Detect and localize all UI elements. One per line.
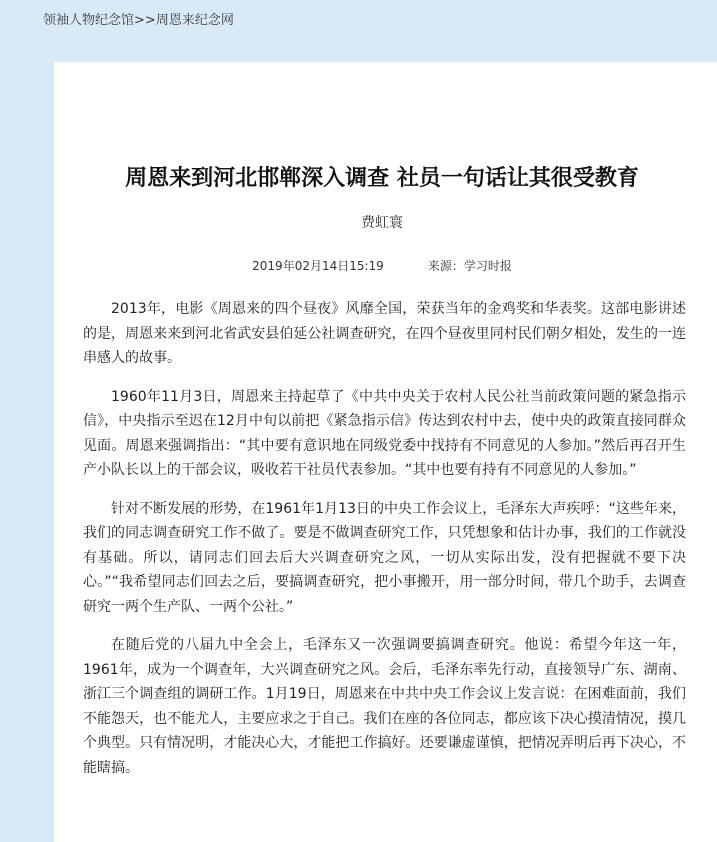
article-author: 费虹寰 xyxy=(361,215,403,231)
breadcrumb-current-link[interactable]: 周恩来纪念网 xyxy=(155,13,234,28)
breadcrumb-home-link[interactable]: 领袖人物纪念馆 xyxy=(43,13,135,28)
article-source: 来源：学习时报 xyxy=(427,259,512,273)
article-paragraph: 1960年11月3日，周恩来主持起草了《中共中央关于农村人民公社当前政策问题的紧急指示信》，中央指示至迟在12月中旬以前把《紧急指示信》传达到农村中去，使中央的政策直接同群众见面。周恩来强调指出：“其中要有意识地在同级党委中找持有不同意见的人参加。”然后再召开生产小队长以上的干部会议，吸收若干社员代表参加。“其中也要有持有不同意见的人参加。” xyxy=(83,388,686,478)
article-paragraph: 针对不断发展的形势，在1961年1月13日的中央工作会议上，毛泽东大声疾呼：“这些年来，我们的同志调查研究工作不做了。要是不做调查研究工作，只凭想象和估计办事，我们的工作就没有基础。所以，请同志们回去后大兴调查研究之风，一切从实际出发，没有把握就不要下决心。”“我希望同志们回去之后，要搞调查研究，把小事搬开，用一部分时间，带几个助手，去调查研究一两个生产队、一两个公社。” xyxy=(83,500,686,615)
article-body xyxy=(83,297,686,794)
article-paragraph: 在随后党的八届九中全会上，毛泽东又一次强调要搞调查研究。他说：希望今年这一年，1961年，成为一个调查年，大兴调查研究之风。会后，毛泽东率先行动，直接领导广东、湖南、浙江三个调查组的调研工作。1月19日，周恩来在中共中央工作会议上发言说：在困难面前，我们不能怨天，也不能尤人，主要应求之于自己。我们在座的各位同志，都应该下决心摸清情况，摸几个典型。只有情况明，才能决心大，才能把工作搞好。还要谦虚谨慎，把情况弄明后再下决心，不能瞎搞。 xyxy=(83,637,686,776)
article-card xyxy=(54,62,717,842)
article-meta xyxy=(82,257,682,275)
breadcrumb-separator: >> xyxy=(134,13,156,28)
breadcrumb xyxy=(43,12,234,30)
article-paragraph: 2013年，电影《周恩来的四个昼夜》风靡全国，荣获当年的金鸡奖和华表奖。这部电影讲述的是，周恩来来到河北省武安县伯延公社调查研究，在四个昼夜里同村民们朝夕相处，发生的一连串感人的故事。 xyxy=(83,301,686,366)
article-title: 周恩来到河北邯郸深入调查 社员一句话让其很受教育 xyxy=(125,166,639,191)
article-date: 2019年02月14日15:19 xyxy=(252,259,384,273)
